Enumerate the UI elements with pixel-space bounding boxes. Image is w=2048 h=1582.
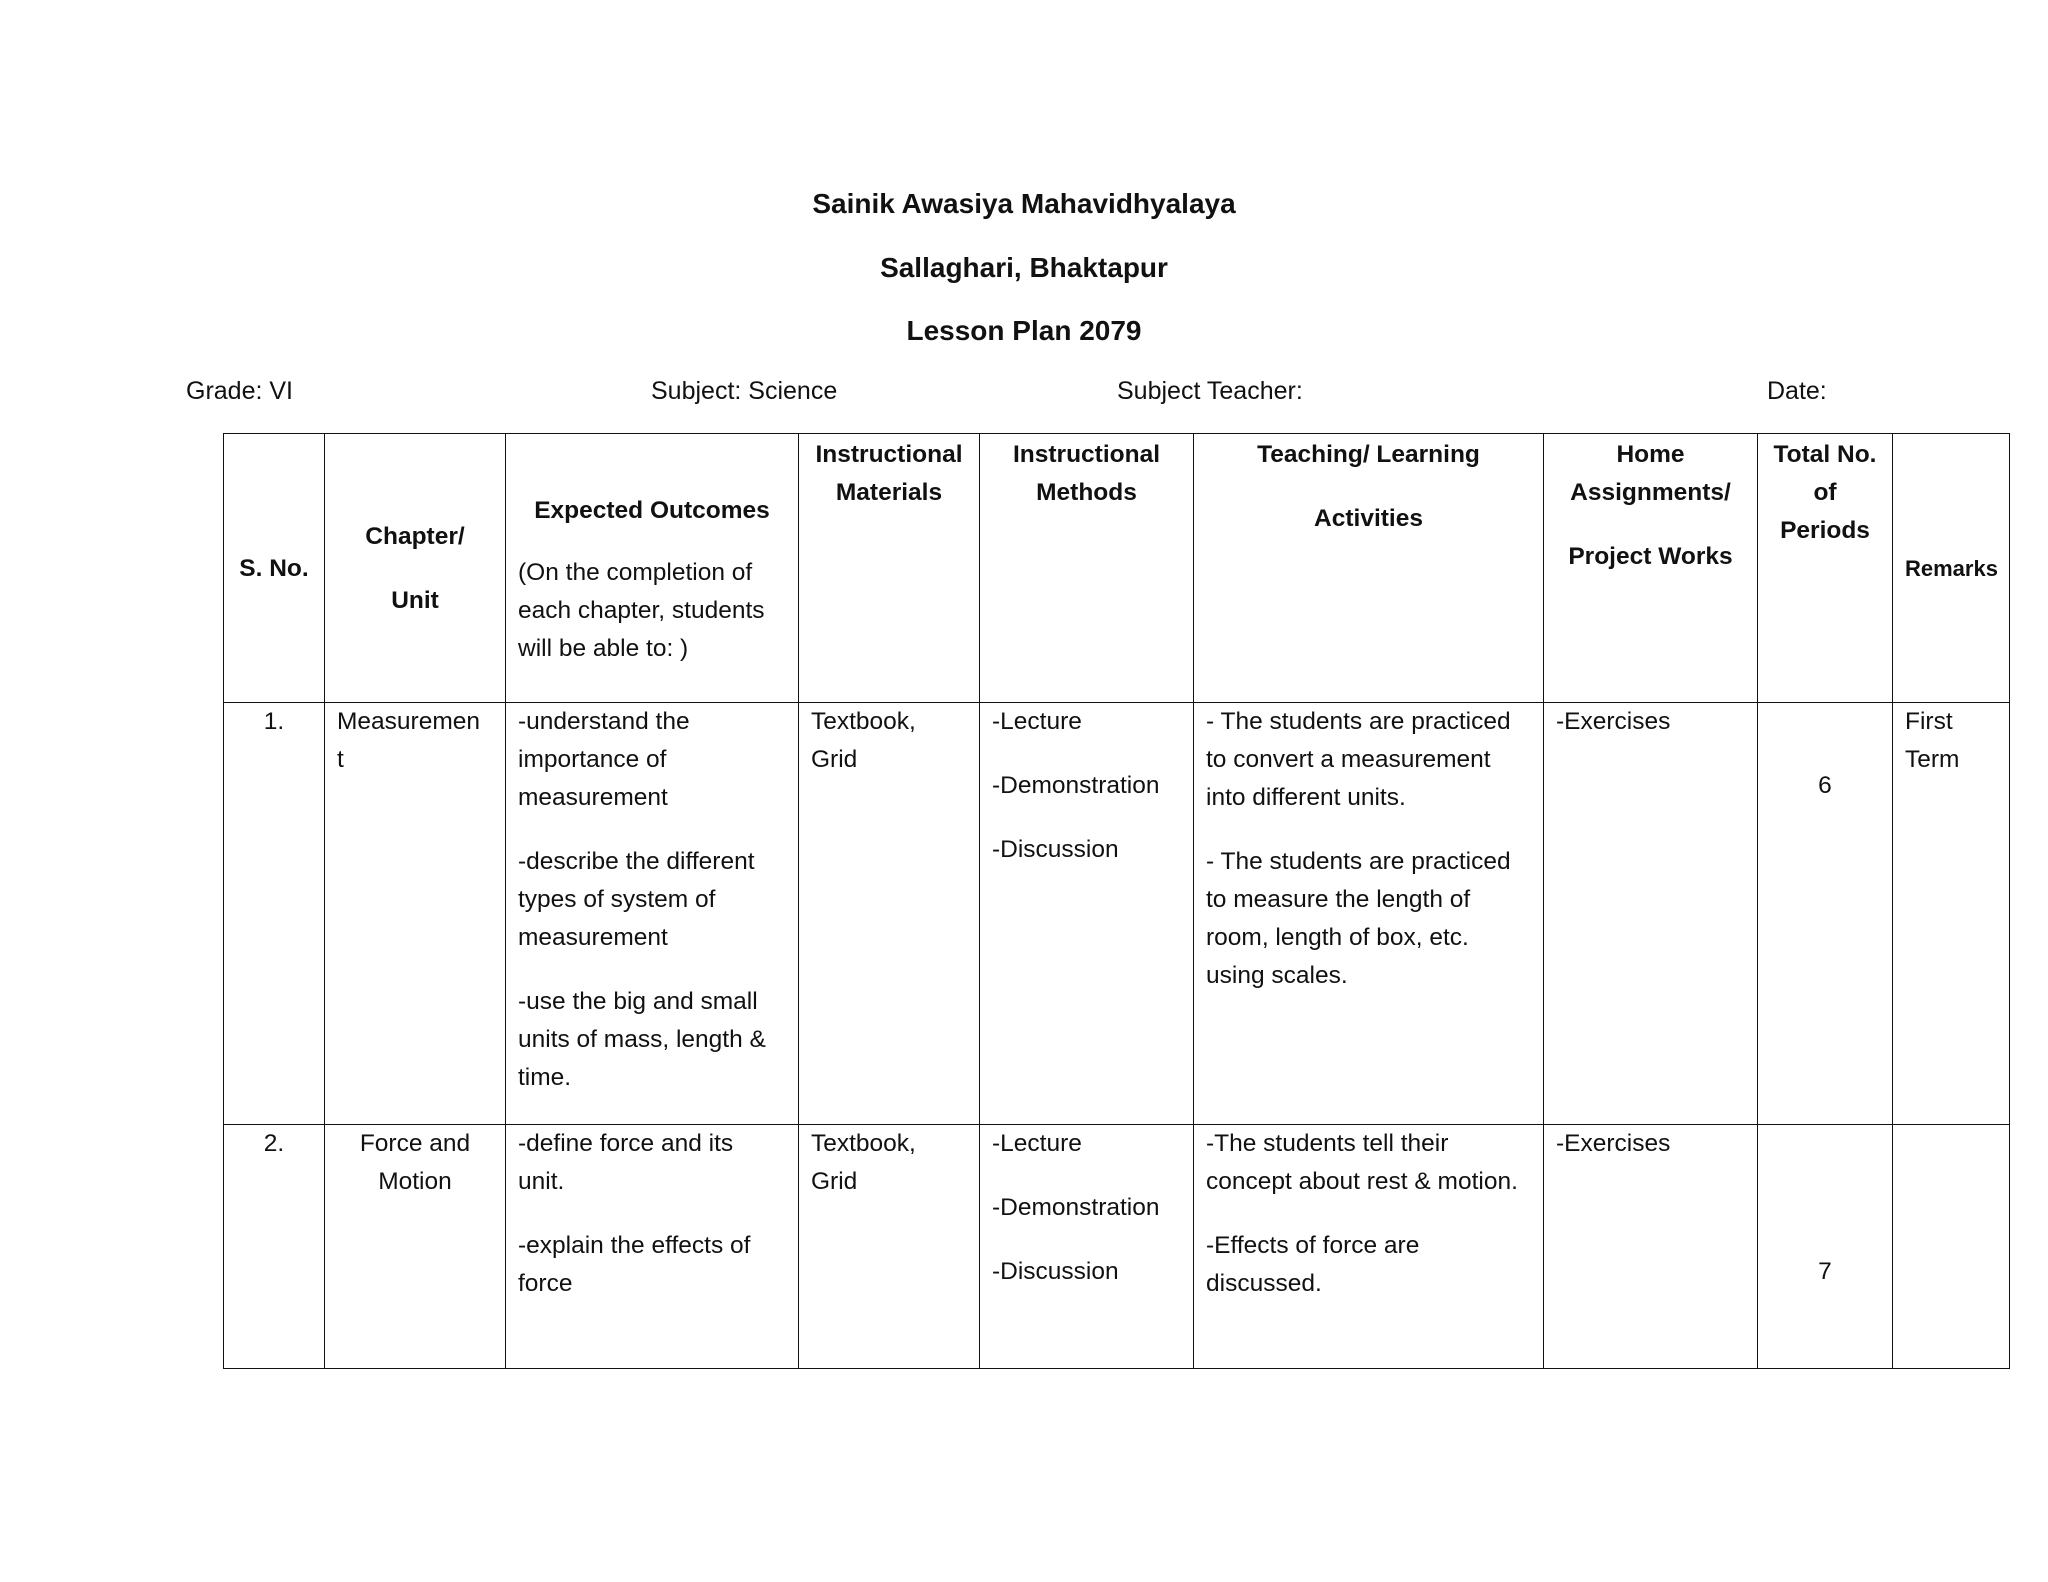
school-location: Sallaghari, Bhaktapur bbox=[880, 252, 1168, 283]
outcome-item: -use the big and small units of mass, length & time. bbox=[518, 988, 766, 1091]
row-methods bbox=[980, 703, 1194, 1125]
row-chapter: Force and Motion bbox=[325, 1125, 506, 1369]
header-chapter: Chapter/ Unit bbox=[325, 434, 506, 703]
grade-label: Grade: VI bbox=[186, 377, 293, 405]
header-methods: Instructional Methods bbox=[980, 434, 1194, 703]
method-item: -Discussion bbox=[992, 1258, 1119, 1285]
table-row bbox=[224, 703, 2010, 1125]
row-remarks: First Term bbox=[1893, 703, 2010, 1125]
row-chapter: Measuremen t bbox=[325, 703, 506, 1125]
activity-item: -The students tell their concept about rest & motion. bbox=[1206, 1130, 1518, 1195]
activity-item: -Effects of force are discussed. bbox=[1206, 1232, 1420, 1297]
row-activities bbox=[1194, 1125, 1544, 1369]
row-sno: 1. bbox=[224, 703, 325, 1125]
method-item: -Demonstration bbox=[992, 1194, 1160, 1221]
header-periods: Total No. of Periods bbox=[1758, 434, 1893, 703]
header-outcomes: Expected Outcomes (On the completion of each chapter, students will be able to: ) bbox=[506, 434, 799, 703]
row-remarks bbox=[1893, 1125, 2010, 1369]
outcome-item: -describe the different types of system of measurement bbox=[518, 848, 755, 951]
table-header-row bbox=[224, 434, 2010, 703]
lesson-plan-table bbox=[223, 433, 2010, 1369]
row-materials: Textbook, Grid bbox=[799, 1125, 980, 1369]
outcome-item: -explain the effects of force bbox=[518, 1232, 751, 1297]
method-item: -Lecture bbox=[992, 1130, 1082, 1157]
method-item: -Lecture bbox=[992, 708, 1082, 735]
method-item: -Discussion bbox=[992, 836, 1119, 863]
row-outcomes bbox=[506, 703, 799, 1125]
header-outcomes-note: (On the completion of each chapter, students will be able to: ) bbox=[518, 559, 765, 662]
outcome-item: -define force and its unit. bbox=[518, 1130, 734, 1195]
header-home-assignments: Home Assignments/ Project Works bbox=[1544, 434, 1758, 703]
date-label: Date: bbox=[1767, 377, 1827, 405]
header-sno: S. No. bbox=[224, 434, 325, 703]
row-activities bbox=[1194, 703, 1544, 1125]
header-remarks: Remarks bbox=[1893, 434, 2010, 703]
document-title: Lesson Plan 2079 bbox=[906, 315, 1142, 346]
table-row bbox=[224, 1125, 2010, 1369]
school-name: Sainik Awasiya Mahavidhyalaya bbox=[812, 188, 1236, 219]
row-outcomes bbox=[506, 1125, 799, 1369]
activity-item: - The students are practiced to convert a measurement into different units. bbox=[1206, 708, 1511, 811]
outcome-item: -understand the importance of measurement bbox=[518, 708, 690, 811]
teacher-label: Subject Teacher: bbox=[1117, 377, 1303, 405]
row-methods bbox=[980, 1125, 1194, 1369]
row-materials: Textbook, Grid bbox=[799, 703, 980, 1125]
header-activities: Teaching/ Learning Activities bbox=[1194, 434, 1544, 703]
header-materials: Instructional Materials bbox=[799, 434, 980, 703]
method-item: -Demonstration bbox=[992, 772, 1160, 799]
row-sno: 2. bbox=[224, 1125, 325, 1369]
row-periods: 7 bbox=[1758, 1125, 1893, 1369]
row-home: -Exercises bbox=[1544, 703, 1758, 1125]
row-periods: 6 bbox=[1758, 703, 1893, 1125]
activity-item: - The students are practiced to measure the length of room, length of box, etc. using scales. bbox=[1206, 848, 1511, 989]
row-home: -Exercises bbox=[1544, 1125, 1758, 1369]
subject-label: Subject: Science bbox=[651, 377, 838, 405]
